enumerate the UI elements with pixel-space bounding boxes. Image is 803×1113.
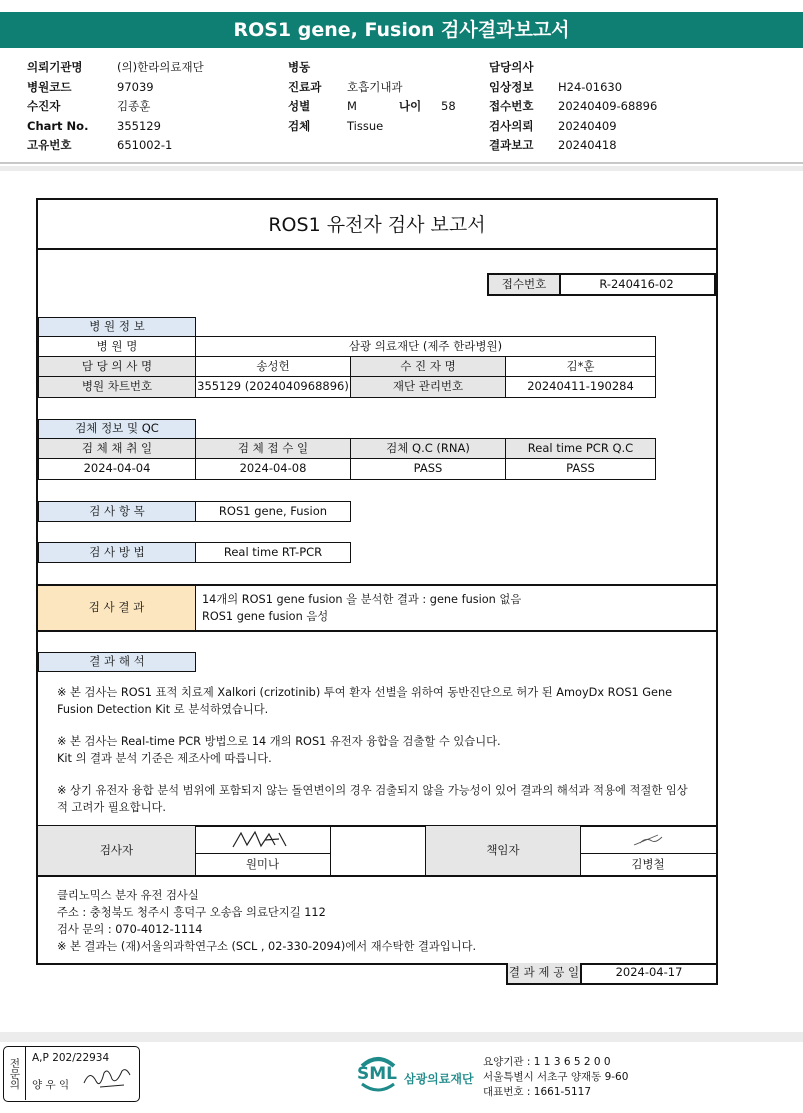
report-date-label: 결과보고 bbox=[489, 138, 534, 152]
patient-label: 수진자 bbox=[27, 99, 61, 113]
result-label: 검 사 결 과 bbox=[38, 586, 196, 630]
accession-value: 20240409-68896 bbox=[558, 99, 658, 113]
unique-no-value: 651002-1 bbox=[117, 138, 173, 152]
provided-date-label: 결 과 제 공 일 bbox=[506, 963, 582, 985]
manager-label: 책임자 bbox=[426, 826, 581, 875]
collection-date-header: 검 체 채 취 일 bbox=[38, 438, 196, 459]
stamp-license: A,P 202/22934 bbox=[32, 1052, 110, 1064]
accession-label: 접수번호 bbox=[489, 99, 534, 113]
interpretation-label: 결 과 해 석 bbox=[38, 652, 196, 672]
pcr-qc-value: PASS bbox=[505, 458, 656, 480]
lab-name: 클리노믹스 분자 유전 검사실 bbox=[57, 889, 199, 902]
report-title: ROS1 유전자 검사 보고서 bbox=[38, 200, 716, 250]
request-date-value: 20240409 bbox=[558, 118, 617, 133]
stamp-signature-icon bbox=[80, 1063, 136, 1093]
management-number-label: 재단 관리번호 bbox=[350, 376, 506, 398]
interpretation-p1-line2: Fusion Detection Kit 로 분석하였습니다. bbox=[57, 703, 269, 716]
clinical-info-value: H24-01630 bbox=[558, 79, 623, 94]
receipt-date-value: 2024-04-08 bbox=[195, 458, 351, 480]
report-date-value: 20240418 bbox=[558, 138, 617, 152]
rna-qc-header: 검체 Q.C (RNA) bbox=[350, 438, 506, 459]
test-method-value: Real time RT-PCR bbox=[195, 542, 351, 563]
provided-date-value: 2024-04-17 bbox=[580, 963, 718, 985]
footer-divider bbox=[0, 1032, 803, 1042]
sex-label: 성별 bbox=[288, 99, 311, 113]
header-col-2 bbox=[288, 58, 456, 136]
institution-value: (의)한라의료재단 bbox=[117, 60, 204, 74]
header-col-3 bbox=[489, 58, 657, 156]
sml-logo bbox=[356, 1054, 400, 1095]
result-line-1: 14개의 ROS1 gene fusion 을 분석한 결과 : gene fusion 없음 bbox=[202, 593, 522, 606]
chart-no-value: 355129 bbox=[117, 118, 161, 133]
tester-name: 원미나 bbox=[195, 853, 331, 875]
signature-bottom-rule bbox=[38, 875, 716, 877]
specimen-label: 검체 bbox=[288, 118, 311, 133]
institution-code: 요양기관 : 1 1 3 6 5 2 0 0 bbox=[483, 1056, 611, 1068]
hospital-section-label: 병 원 정 보 bbox=[38, 317, 196, 337]
chart-number-value: 355129 (2024040968896) bbox=[195, 376, 351, 398]
receipt-value: R-240416-02 bbox=[559, 273, 716, 296]
lab-note: ※ 본 결과는 (재)서울의과학연구소 (SCL , 02-330-2094)에서 재수탁한 결과입니다. bbox=[57, 940, 477, 953]
stamp-name: 양 우 익 bbox=[32, 1079, 70, 1091]
lab-address: 주소 : 충청북도 청주시 흥덕구 오송읍 의료단지길 112 bbox=[57, 906, 326, 919]
patient-name-value: 김*훈 bbox=[505, 356, 656, 377]
department-value: 호흡기내과 bbox=[347, 79, 403, 94]
patient-value: 김종훈 bbox=[117, 99, 151, 113]
doctor-label: 담당의사 bbox=[489, 60, 534, 74]
specialist-stamp bbox=[3, 1046, 140, 1102]
age-value: 58 bbox=[441, 99, 456, 113]
interpretation-p3-line2: 적 고려가 필요합니다. bbox=[57, 801, 166, 814]
hospital-code-label: 병원코드 bbox=[27, 79, 72, 94]
hospital-name-label: 병 원 명 bbox=[38, 336, 196, 357]
rna-qc-value: PASS bbox=[350, 458, 506, 480]
patient-name-label: 수 진 자 명 bbox=[350, 356, 506, 377]
lab-phone: 검사 문의 : 070-4012-1114 bbox=[57, 923, 203, 936]
test-method-label: 검 사 방 법 bbox=[38, 542, 196, 563]
hospital-name-value: 삼광 의료재단 (제주 한라병원) bbox=[195, 336, 656, 357]
logo-text: SML bbox=[357, 1064, 397, 1084]
interpretation-p1-line1: ※ 본 검사는 ROS1 표적 치료제 Xalkori (crizotinib) 투여 환자 선별을 위하여 동반진단으로 허가 된 AmoyDx ROS1 Gene bbox=[57, 686, 673, 699]
header-shadow bbox=[0, 166, 803, 171]
collection-date-value: 2024-04-04 bbox=[38, 458, 196, 480]
department-label: 진료과 bbox=[288, 79, 322, 94]
manager-signature bbox=[580, 826, 716, 854]
pcr-qc-header: Real time PCR Q.C bbox=[505, 438, 656, 459]
test-item-label: 검 사 항 목 bbox=[38, 501, 196, 522]
header-divider bbox=[0, 162, 803, 164]
institution-address: 서울특별시 서초구 양재동 9-60 bbox=[483, 1071, 629, 1083]
tester-signature bbox=[195, 826, 331, 854]
report-banner: ROS1 gene, Fusion 검사결과보고서 bbox=[0, 12, 803, 48]
ward-label: 병동 bbox=[288, 60, 311, 74]
manager-name: 김병철 bbox=[580, 853, 716, 875]
report-frame bbox=[36, 198, 718, 965]
institution-label: 의뢰기관명 bbox=[27, 60, 83, 74]
institution-info bbox=[483, 1055, 628, 1100]
tester-label: 검사자 bbox=[38, 826, 196, 875]
test-item-value: ROS1 gene, Fusion bbox=[195, 501, 351, 522]
age-label: 나이 bbox=[399, 99, 422, 113]
unique-no-label: 고유번호 bbox=[27, 138, 72, 152]
signature-divider-1 bbox=[330, 826, 331, 875]
institution-phone: 대표번호 : 1661-5117 bbox=[483, 1086, 592, 1098]
tester-signature-icon bbox=[231, 830, 295, 850]
hospital-code-value: 97039 bbox=[117, 79, 154, 94]
request-date-label: 검사의뢰 bbox=[489, 118, 534, 133]
management-number-value: 20240411-190284 bbox=[505, 376, 656, 398]
sex-value: M bbox=[347, 99, 357, 113]
interpretation-p2-line1: ※ 본 검사는 Real-time PCR 방법으로 14 개의 ROS1 유전자 융합을 검출할 수 있습니다. bbox=[57, 735, 501, 748]
receipt-label: 접수번호 bbox=[487, 273, 561, 296]
specimen-section-label: 검체 정보 및 QC bbox=[38, 419, 196, 439]
clinical-info-label: 임상정보 bbox=[489, 79, 534, 94]
specimen-value: Tissue bbox=[347, 118, 384, 133]
logo-name: 삼광의료재단 bbox=[404, 1072, 474, 1086]
chart-number-label: 병원 차트번호 bbox=[38, 376, 196, 398]
interpretation-p3-line1: ※ 상기 유전자 융합 분석 범위에 포함되지 않는 돌연변이의 경우 검출되지 않을 가능성이 있어 결과의 해석과 적용에 적절한 임상 bbox=[57, 784, 688, 797]
doctor-name-label: 담 당 의 사 명 bbox=[38, 356, 196, 377]
result-line-2: ROS1 gene fusion 음성 bbox=[202, 610, 329, 623]
doctor-name-value: 송성헌 bbox=[195, 356, 351, 377]
chart-no-label: Chart No. bbox=[27, 118, 89, 133]
receipt-date-header: 검 체 접 수 일 bbox=[195, 438, 351, 459]
interpretation-p2-line2: Kit 의 결과 분석 기준은 제조사에 따릅니다. bbox=[57, 752, 272, 765]
stamp-label: 전문의 bbox=[4, 1047, 26, 1100]
manager-signature-icon bbox=[628, 831, 668, 849]
result-bottom-rule bbox=[38, 630, 716, 632]
header-col-1 bbox=[27, 58, 204, 156]
